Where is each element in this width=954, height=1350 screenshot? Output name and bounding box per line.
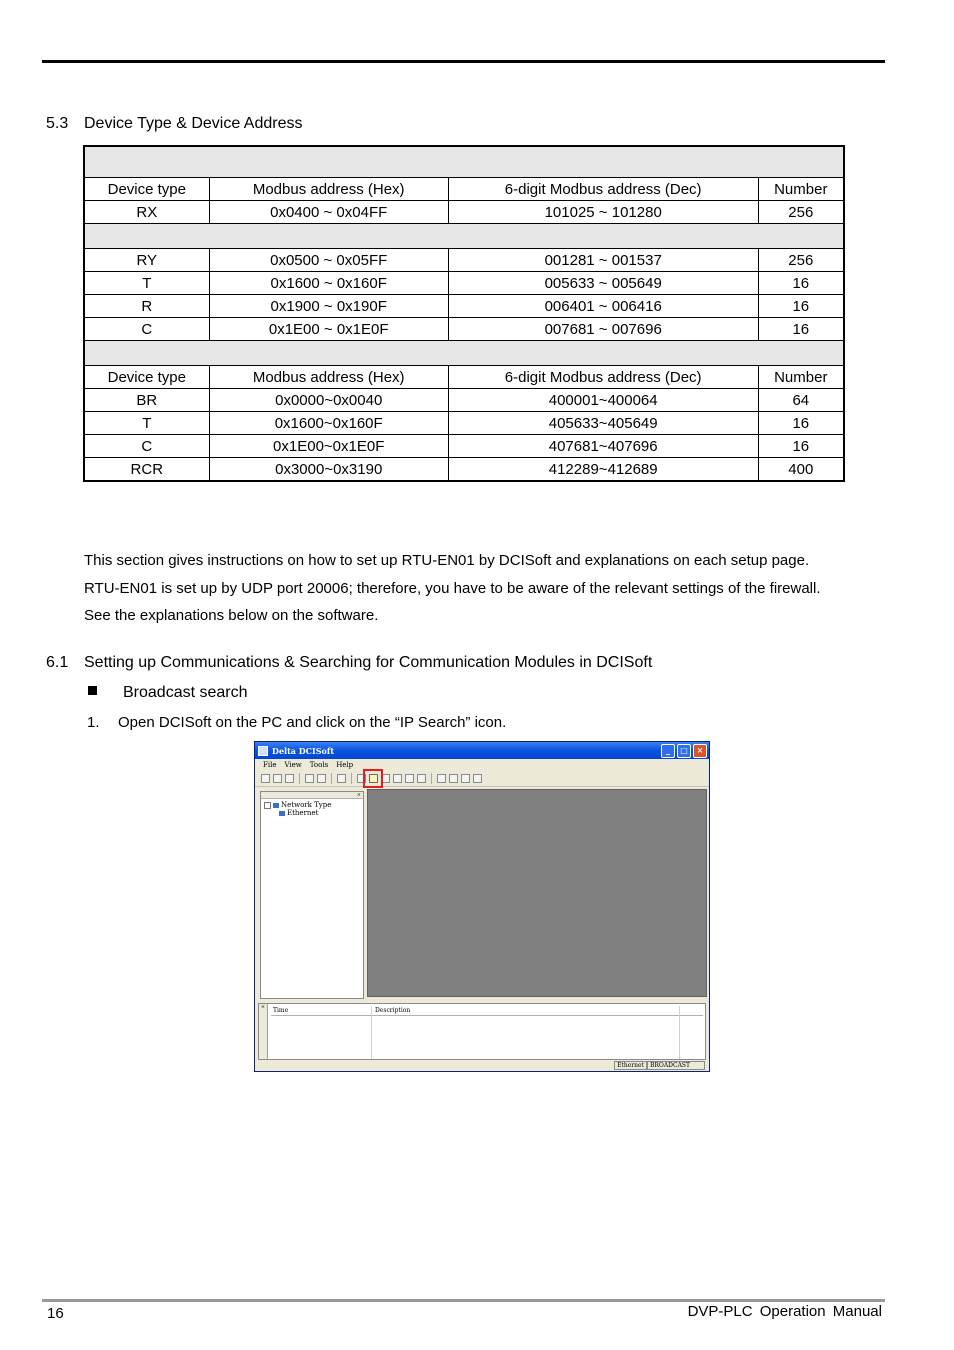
bullet-item: [88, 684, 248, 702]
network-icon: [273, 803, 279, 808]
log-close-icon[interactable]: ×: [259, 1004, 268, 1059]
col-header-modbus-dec: 6-digit Modbus address (Dec): [448, 366, 758, 389]
copy-icon[interactable]: [437, 774, 446, 783]
tree-node-network-type[interactable]: [261, 801, 363, 809]
cell-number: 256: [758, 201, 844, 224]
cell-modbus-hex: 0x1600~0x160F: [209, 412, 448, 435]
step-text: Open DCISoft on the PC and click on the “IP Search” icon.: [118, 714, 507, 731]
section-number: 5.3: [46, 115, 69, 132]
table-row: [84, 389, 844, 412]
tree-node-label: Ethernet: [287, 809, 319, 817]
cell-number: 256: [758, 249, 844, 272]
table-row: [84, 272, 844, 295]
panel-close-icon[interactable]: ×: [261, 792, 363, 799]
table-band-row: [84, 341, 844, 366]
new-file-icon[interactable]: [261, 774, 270, 783]
ip-search-highlight-box: [363, 769, 383, 788]
table-row: [84, 458, 844, 482]
intro-line-3: See the explanations below on the software.: [84, 607, 379, 624]
cell-device-type: RX: [84, 201, 209, 224]
module-icon[interactable]: [405, 774, 414, 783]
cell-modbus-dec: 006401 ~ 006416: [448, 295, 758, 318]
open-file-icon[interactable]: [273, 774, 282, 783]
minimize-icon[interactable]: _: [661, 744, 675, 758]
menu-help[interactable]: Help: [336, 760, 354, 769]
toolbar-separator: [351, 773, 352, 784]
section-heading-6-1: [46, 654, 652, 672]
cell-modbus-hex: 0x1900 ~ 0x190F: [209, 295, 448, 318]
window-titlebar: [255, 742, 709, 759]
step-1: [87, 714, 506, 731]
cell-device-type: R: [84, 295, 209, 318]
square-bullet-icon: [88, 686, 97, 695]
tree-node-ethernet[interactable]: [261, 809, 363, 817]
cell-modbus-dec: 405633~405649: [448, 412, 758, 435]
cell-number: 16: [758, 412, 844, 435]
table-row: [84, 201, 844, 224]
table-header-row: [84, 366, 844, 389]
intro-paragraph: [84, 547, 904, 630]
table-band-row: [84, 146, 844, 178]
settings-icon[interactable]: [393, 774, 402, 783]
cell-modbus-hex: 0x1E00 ~ 0x1E0F: [209, 318, 448, 341]
table-header-row: [84, 178, 844, 201]
table-row: [84, 435, 844, 458]
log-header: [271, 1006, 703, 1016]
menu-tools[interactable]: Tools: [309, 760, 329, 769]
log-col-description[interactable]: Description: [375, 1007, 411, 1014]
message-log-panel: [258, 1003, 706, 1060]
intro-line-2: RTU-EN01 is set up by UDP port 20006; therefore, you have to be aware of the relevant settings of the firewall.: [84, 579, 821, 597]
section-title: Device Type & Device Address: [84, 115, 303, 132]
cell-modbus-dec: 007681 ~ 007696: [448, 318, 758, 341]
page-number: 16: [47, 1305, 64, 1322]
cell-number: 16: [758, 435, 844, 458]
table-row: [84, 295, 844, 318]
network-tree-panel: [260, 791, 364, 999]
print-preview-icon[interactable]: [317, 774, 326, 783]
window-title: Delta DCISoft: [272, 745, 335, 756]
cell-modbus-dec: 400001~400064: [448, 389, 758, 412]
cell-device-type: C: [84, 435, 209, 458]
maximize-icon[interactable]: □: [677, 744, 691, 758]
cell-modbus-dec: 001281 ~ 001537: [448, 249, 758, 272]
cell-number: 16: [758, 295, 844, 318]
window-icon[interactable]: [461, 774, 470, 783]
section-number: 6.1: [46, 654, 69, 671]
device-address-table: [83, 145, 845, 482]
section-title: Setting up Communications & Searching for Communication Modules in DCISoft: [84, 654, 653, 671]
ethernet-icon: [279, 811, 285, 816]
col-header-modbus-hex: Modbus address (Hex): [209, 366, 448, 389]
cell-device-type: BR: [84, 389, 209, 412]
footer-rule: [42, 1299, 885, 1302]
cell-modbus-hex: 0x0500 ~ 0x05FF: [209, 249, 448, 272]
menu-view[interactable]: View: [284, 760, 302, 769]
status-connection: Ethernet: [614, 1061, 647, 1070]
col-header-number: Number: [758, 366, 844, 389]
menu-file[interactable]: File: [263, 760, 277, 769]
col-header-device-type: Device type: [84, 178, 209, 201]
toolbar-separator: [299, 773, 300, 784]
cell-number: 16: [758, 272, 844, 295]
col-header-modbus-dec: 6-digit Modbus address (Dec): [448, 178, 758, 201]
toolbar: [255, 770, 709, 787]
menu-bar: [255, 759, 709, 770]
cell-modbus-hex: 0x3000~0x3190: [209, 458, 448, 482]
toolbar-separator: [331, 773, 332, 784]
col-header-device-type: Device type: [84, 366, 209, 389]
toolbar-separator: [431, 773, 432, 784]
cell-number: 64: [758, 389, 844, 412]
col-header-modbus-hex: Modbus address (Hex): [209, 178, 448, 201]
cell-device-type: RY: [84, 249, 209, 272]
tree-node-label: Network Type: [281, 801, 332, 809]
cell-device-type: T: [84, 412, 209, 435]
print-icon[interactable]: [305, 774, 314, 783]
cell-number: 400: [758, 458, 844, 482]
status-bar: [255, 1060, 709, 1071]
cell-modbus-dec: 412289~412689: [448, 458, 758, 482]
table-row: [84, 249, 844, 272]
workspace-area: [367, 789, 707, 997]
close-icon[interactable]: ×: [693, 744, 707, 758]
cell-modbus-hex: 0x0000~0x0040: [209, 389, 448, 412]
cell-modbus-hex: 0x0400 ~ 0x04FF: [209, 201, 448, 224]
cell-device-type: T: [84, 272, 209, 295]
dcisoft-window-screenshot: [254, 741, 710, 1072]
cell-modbus-dec: 005633 ~ 005649: [448, 272, 758, 295]
cell-device-type: C: [84, 318, 209, 341]
monitor-icon[interactable]: [417, 774, 426, 783]
manual-title: DVP-PLC Operation Manual: [687, 1303, 882, 1320]
cell-number: 16: [758, 318, 844, 341]
section-heading-5-3: [46, 115, 302, 133]
bullet-text: Broadcast search: [123, 684, 248, 701]
about-icon[interactable]: [473, 774, 482, 783]
save-icon[interactable]: [285, 774, 294, 783]
step-number: 1.: [87, 714, 100, 731]
col-header-number: Number: [758, 178, 844, 201]
cell-modbus-hex: 0x1600 ~ 0x160F: [209, 272, 448, 295]
intro-line-1: This section gives instructions on how to set up RTU-EN01 by DCISoft and explanations on each setup page.: [84, 552, 810, 569]
refresh-icon[interactable]: [337, 774, 346, 783]
cell-modbus-dec: 101025 ~ 101280: [448, 201, 758, 224]
tree-expand-icon[interactable]: [264, 802, 271, 809]
paste-icon[interactable]: [449, 774, 458, 783]
app-icon: [258, 746, 268, 756]
cell-modbus-dec: 407681~407696: [448, 435, 758, 458]
table-band-row: [84, 224, 844, 249]
cell-device-type: RCR: [84, 458, 209, 482]
table-row: [84, 412, 844, 435]
log-col-time[interactable]: Time: [273, 1007, 289, 1014]
table-row: [84, 318, 844, 341]
status-mode: BROADCAST: [647, 1061, 705, 1070]
cell-modbus-hex: 0x1E00~0x1E0F: [209, 435, 448, 458]
header-rule: [42, 60, 885, 63]
